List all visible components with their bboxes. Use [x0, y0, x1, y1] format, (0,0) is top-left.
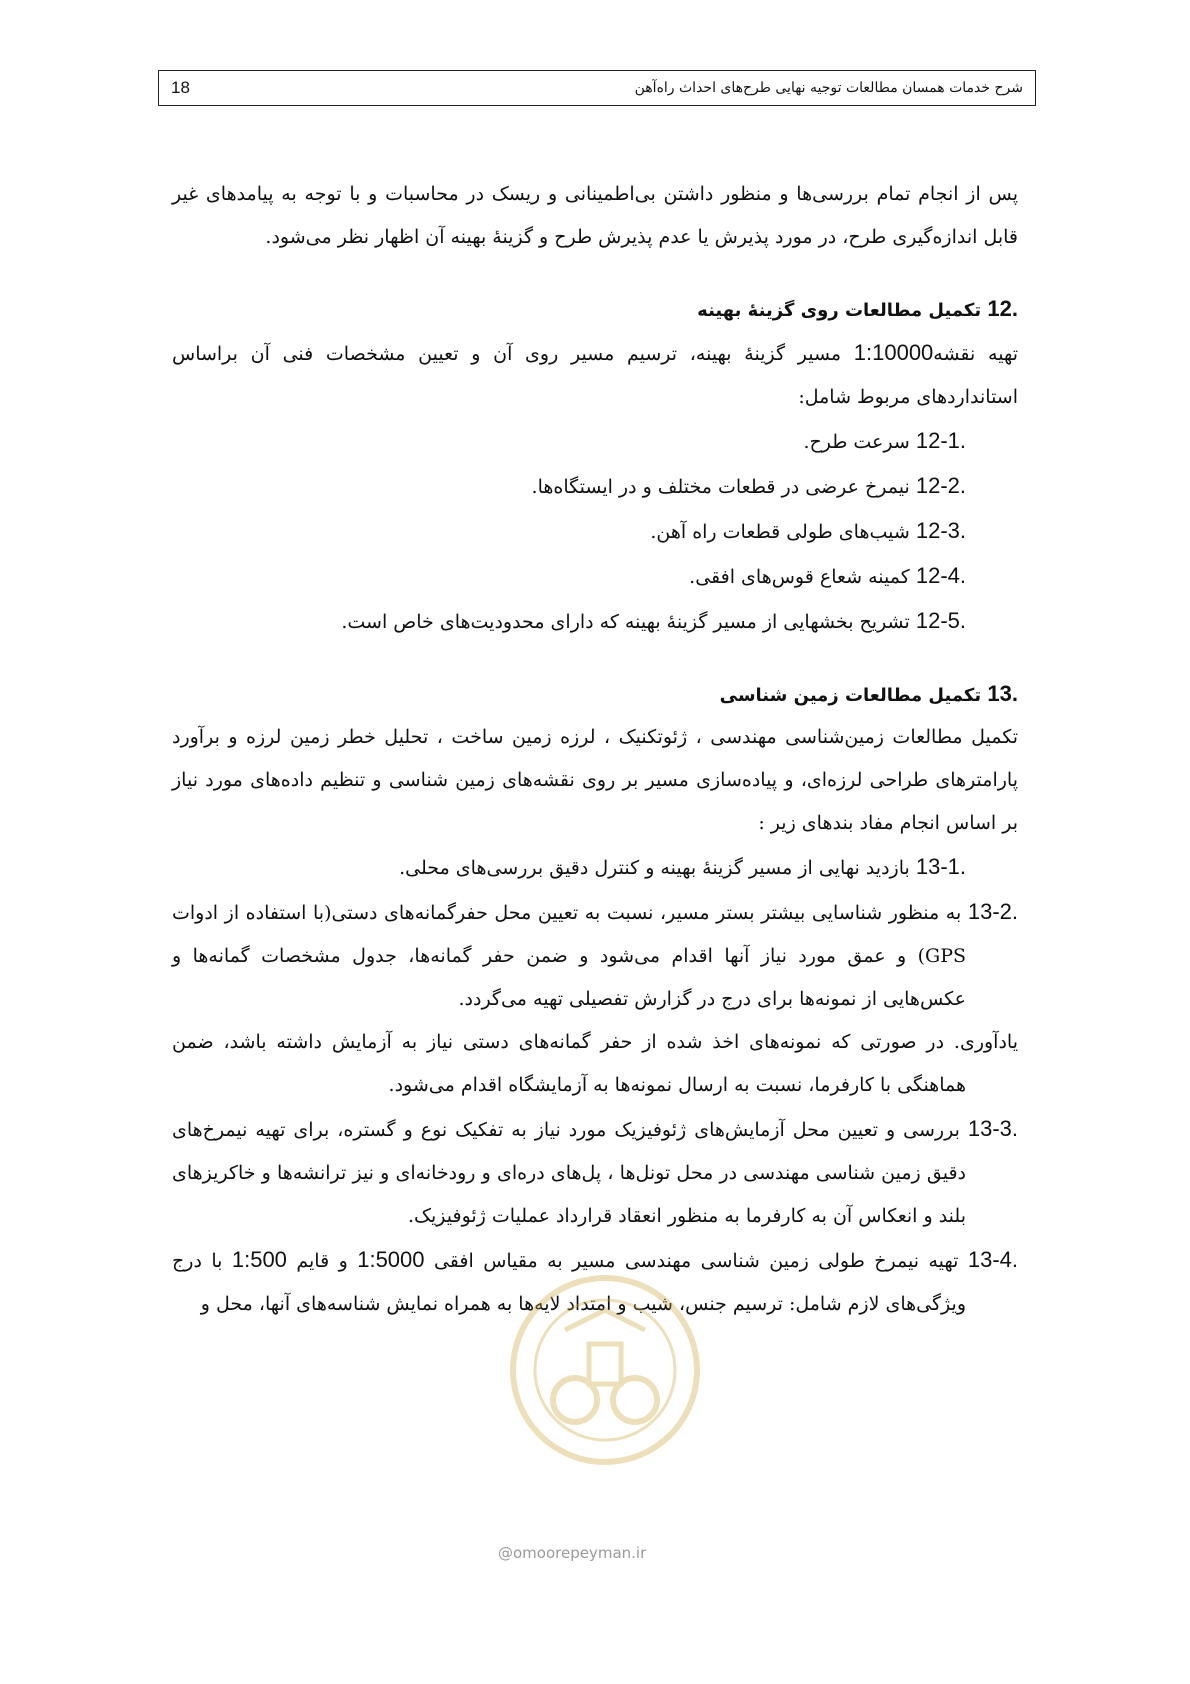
header-title: شرح خدمات همسان مطالعات توجیه نهایی طرح‌های احداث راه‌آهن	[634, 80, 1023, 96]
list-item-13-3	[172, 1107, 1018, 1238]
section-12-number: 12.	[987, 296, 1018, 321]
section-13-body: تکمیل مطالعات زمین‌شناسی مهندسی ، ژئوتکنیک ، لرزه زمین ساخت ، تحلیل خطر زمین لرزه و برآورد پارامترهای طراحی لرزه‌ای، و پیاده‌سازی مسیر بر روی نقشه‌های زمین شناسی و تنظیم داده‌های مورد نیاز بر اساس انجام مفاد بندهای زیر :	[172, 726, 1018, 834]
item-text: کمینه شعاع قوس‌های افقی.	[689, 566, 916, 588]
item-number: 12-3.	[915, 518, 966, 543]
item-text: بازدید نهایی از مسیر گزینهٔ بهینه و کنترل دقیق بررسی‌های محلی.	[399, 857, 916, 879]
section-12-heading	[172, 289, 1018, 331]
list-item-12-5	[172, 599, 1018, 644]
item-text: شیب‌های طولی قطعات راه آهن.	[650, 521, 916, 543]
item-text: با درج ویژگی‌های لازم شامل: ترسیم جنس، شیب و امتداد لایه‌ها به همراه نمایش شناسه‌های آنها، محل و	[172, 1250, 966, 1315]
item-number: 13-4.	[967, 1247, 1019, 1272]
list-item-13-2	[172, 890, 1018, 1021]
item-number: 12-2.	[915, 473, 966, 498]
item-text: سرعت طرح.	[803, 431, 916, 453]
item-number: 13-2.	[967, 899, 1018, 924]
item-number: 12-4.	[915, 563, 966, 588]
intro-paragraph: پس از انجام تمام بررسی‌ها و منظور داشتن بی‌اطمینانی و ریسک در محاسبات و با توجه به پیامدهای غیر قابل اندازه‌گیری طرح، در مورد پذیرش یا عدم پذیرش طرح و گزینهٔ بهینه آن اظهار نظر می‌شود.	[172, 183, 1018, 248]
item-text: به منظور شناسایی بیشتر بستر مسیر، نسبت به تعیین محل حفرگمانه‌های دستی(با استفاده از ادوات GPS) و عمق مورد نیاز آنها اقدام می‌شود و ضمن حفر گمانه‌ها، جدول مشخصات گمانه‌ها و عکس‌هایی از نمونه‌ها برای درج در گزارش تفصیلی تهیه می‌گردد.	[172, 902, 968, 1010]
vertical-scale: 1:500	[231, 1247, 287, 1272]
item-text: تهیه نیمرخ طولی زمین شناسی مهندسی مسیر به مقیاس افقی	[424, 1250, 968, 1272]
section-12-title: تکمیل مطالعات روی گزینهٔ بهینه	[697, 300, 982, 321]
item-number: 12-1.	[915, 428, 966, 453]
list-item-12-1	[172, 419, 1018, 464]
document-body	[172, 173, 1018, 1326]
item-number: 13-3.	[967, 1116, 1018, 1141]
map-scale: 1:10000	[853, 340, 934, 365]
item-text: تشریح بخشهایی از مسیر گزینهٔ بهینه که دارای محدودیت‌های خاص است.	[341, 611, 916, 633]
item-number: 12-5.	[915, 608, 966, 633]
list-item-12-4	[172, 554, 1018, 599]
page-header	[158, 70, 1036, 106]
list-item-12-3	[172, 509, 1018, 554]
item-text: و قایم	[286, 1250, 358, 1272]
reminder-note: یادآوری. در صورتی که نمونه‌های اخذ شده از حفر گمانه‌های دستی نیاز به آزمایش داشته باشد، ضمن هماهنگی با کارفرما، نسبت به ارسال نمونه‌ها به آزمایشگاه اقدام می‌شود.	[172, 1031, 1018, 1096]
section-13-heading	[172, 674, 1018, 716]
section-12-body-prefix: تهیه نقشه	[933, 343, 1018, 365]
list-item-13-1	[172, 845, 1018, 890]
watermark-url: @omoorepeyman.ir	[498, 1544, 647, 1562]
watermark-seal-icon	[505, 1270, 705, 1470]
list-item-12-2	[172, 464, 1018, 509]
item-text: بررسی و تعیین محل آزمایش‌های ژئوفیزیک مورد نیاز به تفکیک نوع و گستره، برای تهیه نیمرخ‌های دقیق زمین شناسی مهندسی در محل تونل‌ها ، پل‌های دره‌ای و رودخانه‌ای و نیز ترانشه‌ها و خاکریزهای بلند و انعکاس آن به کارفرما به منظور انعقاد قرارداد عملیات ژئوفیزیک.	[172, 1119, 968, 1227]
section-13-number: 13.	[987, 681, 1018, 706]
page-number: 18	[171, 78, 190, 97]
section-13-title: تکمیل مطالعات زمین شناسی	[719, 685, 982, 706]
horizontal-scale: 1:5000	[357, 1247, 425, 1272]
section-12-body	[172, 331, 1018, 419]
section-12-body-suffix: مسیر گزینهٔ بهینه، ترسیم مسیر روی آن و تعیین مشخصات فنی آن براساس استانداردهای مربوط شامل:	[172, 343, 1018, 408]
item-number: 13-1.	[915, 854, 966, 879]
item-text: نیمرخ عرضی در قطعات مختلف و در ایستگاه‌ها.	[531, 476, 916, 498]
